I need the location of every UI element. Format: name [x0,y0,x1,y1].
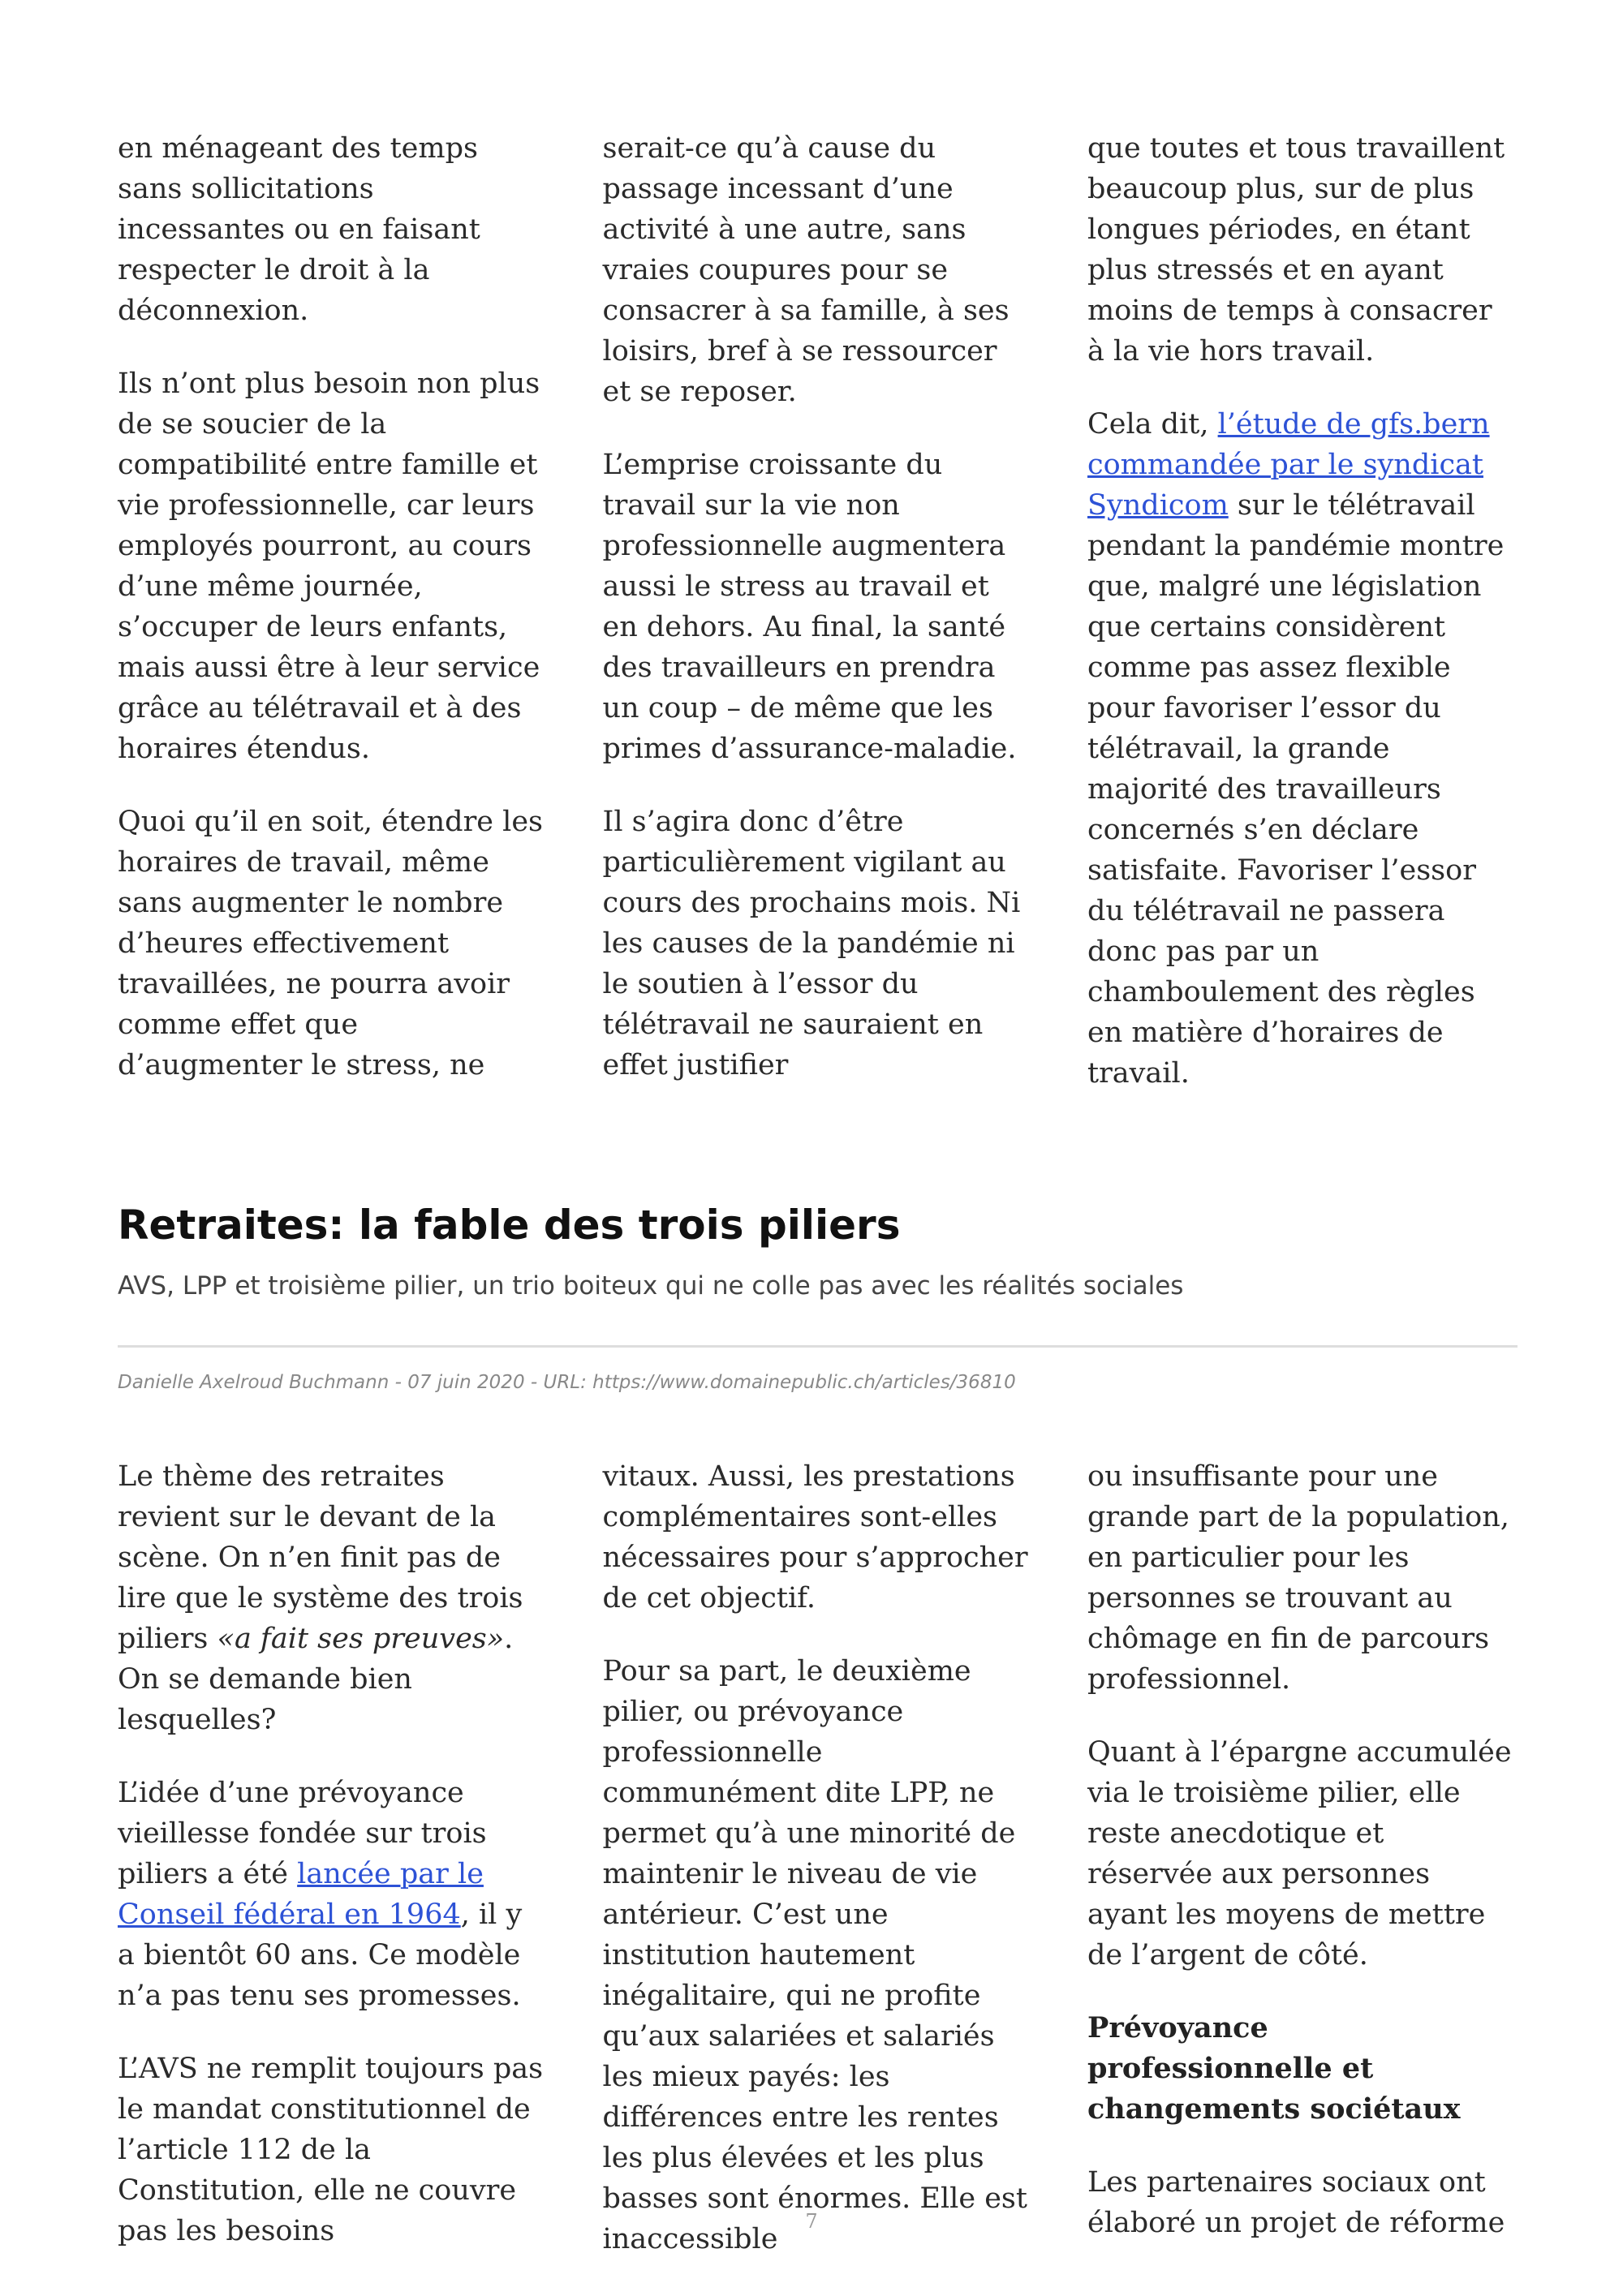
continuation-columns [118,128,1518,1126]
paragraph: L’emprise croissante du travail sur la vie non professionnelle augmentera aussi le stress au travail et en dehors. Au final, la santé des travailleurs en prendra un coup – de même que les primes d’assurance-maladie. [602,449,1017,765]
article-column-1 [118,1456,548,2292]
paragraph-text: L’idée d’une prévoyance vieillesse fondée sur trois piliers a été [118,1777,487,1890]
paragraph: Il s’agira donc d’être particulièrement vigilant au cours des prochains mois. Ni les causes de la pandémie ni le soutien à l’essor du télétravail ne sauraient en effet justifier [602,806,1021,1081]
continuation-column-3 [1087,128,1518,1126]
paragraph: Les partenaires sociaux ont élaboré un projet de réforme [1087,2166,1505,2239]
gfs-bern-study-link[interactable]: l’étude de gfs.bern commandée par le syndicat Syndicom [1087,408,1490,522]
paragraph-text: Cela dit, [1087,408,1218,441]
quote: «a fait ses preuves» [217,1623,505,1655]
article-subtitle: AVS, LPP et troisième pilier, un trio boiteux qui ne colle pas avec les réalités sociales [118,1271,1184,1301]
paragraph: Ils n’ont plus besoin non plus de se soucier de la compatibilité entre famille et vie professionnelle, car leurs employés pourront, au cours d’une même journée, s’occuper de leurs enfants, mais aussi être à leur service grâce au télétravail et à des horaires étendus. [118,368,540,765]
paragraph [118,1773,548,2016]
continuation-column-1 [118,128,548,1126]
paragraph-text: . On se demande bien lesquelles? [118,1623,514,1736]
paragraph-text: sur le télétravail pendant la pandémie montre que, malgré une législation que certains considèrent comme pas assez flexible pour favoriser l’essor du télétravail, la grande majorité des travailleurs concernés s’en déclare satisfaite. Favoriser l’essor du télétravail ne passera donc pas par un chamboulement des règles en matière d’horaires de travail. [1087,489,1505,1090]
page-number: 7 [805,2210,818,2233]
article-columns [118,1456,1518,2292]
paragraph-text: , il y a bientôt 60 ans. Ce modèle n’a pas tenu ses promesses. [118,1898,523,2012]
continuation-column-2 [603,128,1033,1126]
paragraph: Quoi qu’il en soit, étendre les horaires de travail, même sans augmenter le nombre d’heures effectivement travaillées, ne pourra avoir comme effet que d’augmenter le stress, ne [118,806,544,1081]
paragraph: Quant à l’épargne accumulée via le troisième pilier, elle reste anecdotique et réservée aux personnes ayant les moyens de mettre de l’argent de côté. [1087,1736,1512,1971]
paragraph: que toutes et tous travaillent beaucoup plus, sur de plus longues périodes, en étant plus stressés et en ayant moins de temps à consacrer à la vie hors travail. [1087,132,1505,368]
federal-council-1964-link[interactable]: lancée par le Conseil fédéral en 1964 [118,1858,484,1931]
paragraph: en ménageant des temps sans sollicitations incessantes ou en faisant respecter le droit à la déconnexion. [118,132,480,327]
paragraph [1087,404,1518,1094]
paragraph: L’AVS ne remplit toujours pas le mandat constitutionnel de l’article 112 de la Constitution, elle ne couvre pas les besoins [118,2053,544,2247]
paragraph: ou insuffisante pour une grande part de la population, en particulier pour les personnes se trouvant au chômage en fin de parcours professionnel. [1087,1460,1509,1696]
section-heading: Prévoyance professionnelle et changements sociétaux [1087,2011,1461,2126]
article-meta: Danielle Axelroud Buchmann - 07 juin 2020 - URL: https://www.domainepublic.ch/articles/36810 [118,1372,1016,1393]
paragraph: vitaux. Aussi, les prestations complémentaires sont-elles nécessaires pour s’approcher de cet objectif. [602,1460,1028,1615]
paragraph [118,1456,548,1740]
article-column-3 [1087,1456,1518,2292]
header-divider [118,1345,1518,1348]
article-column-2 [603,1456,1033,2292]
paragraph: serait-ce qu’à cause du passage incessant d’une activité à une autre, sans vraies coupures pour se consacrer à sa famille, à ses loisirs, bref à se ressourcer et se reposer. [602,132,1010,408]
article-title: Retraites: la fable des trois piliers [118,1202,901,1249]
paragraph-text: Le thème des retraites revient sur le devant de la scène. On n’en finit pas de lire que le système des trois piliers [118,1460,523,1655]
paragraph: Pour sa part, le deuxième pilier, ou prévoyance professionnelle communément dite LPP, ne permet qu’à une minorité de maintenir le niveau de vie antérieur. C’est une institution hautement inégalitaire, qui ne profite qu’aux salariées et salariés les mieux payés: les différences entre les rentes les plus élevées et les plus basses sont énormes. Elle est inaccessible [602,1655,1027,2255]
